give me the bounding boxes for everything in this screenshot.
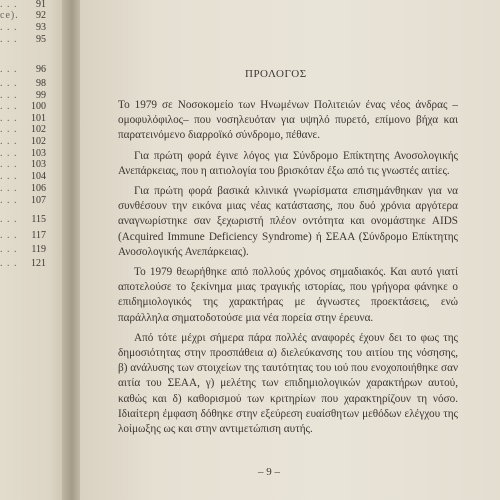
page-number: – 9 – [258, 466, 280, 478]
toc-dots: . . . [0, 230, 18, 241]
toc-dots: . . . [0, 148, 18, 159]
toc-dots: . . . [0, 244, 18, 255]
prologue-body [118, 98, 458, 442]
toc-page-number: 121 [31, 258, 46, 269]
previous-page [0, 0, 70, 500]
toc-page-number: 101 [31, 113, 46, 124]
toc-label: ce). [0, 10, 19, 21]
toc-dots: . . . [0, 113, 18, 124]
toc-page-number: 96 [36, 64, 46, 75]
toc-page-number: 103 [31, 159, 46, 170]
toc-page-number: 102 [31, 136, 46, 147]
paragraph: Για πρώτη φορά έγινε λόγος για Σύνδρομο Επίκτητης Ανοσολογικής Ανεπάρκειας, που η αιτιολογία του βρισκόταν έξω από τις γνωστές αιτίες. [118, 149, 458, 177]
table-of-contents-fragment [0, 0, 60, 500]
toc-page-number: 103 [31, 148, 46, 159]
page-title: ΠΡΟΛΟΓΟΣ [245, 68, 307, 80]
paragraph: Για πρώτη φορά βασικά κλινικά γνωρίσματα επισημάνθηκαν για να συνθέσουν την εικόνα μιας νέας κατάστασης, που δυό χρόνια αργότερα αναγνωρίστηκε σαν ξεχωριστή πλέον οντότητα και ονομάστηκε AIDS (Acquired Immune Deficiency Syndrome) ή ΣΕΑΑ (Σύνδρομο Επίκτητης Ανοσολογικής Ανεπάρκειας). [118, 185, 458, 258]
toc-page-number: 104 [31, 171, 46, 182]
paragraph: Από τότε μέχρι σήμερα πάρα πολλές αναφορές έχουν δει το φως της δημοσιότητας στην προσπάθεια α) διελεύκανσης του αιτίου της νόσησης, β) ανάλυσης των στοιχείων της ταυτότητας του ιού που ενοχοποιήθηκε σαν αιτία του ΣΕΑΑ, γ) μελέτης των επιδημιολογικών χαρακτήρων αυτού, καθώς και δ) καθορισμού των κριτηρίων που χαρακτηρίζουν τη νόσο. Ιδιαίτερη έμφαση δόθηκε στην εξεύρεση ευαίσθητων μεθόδων ελέγχου της λοίμωξης ως και στην αντιμετώπιση αυτής. [118, 331, 458, 436]
toc-dots: . . . [0, 258, 18, 269]
toc-dots: . . . [0, 101, 18, 112]
toc-page-number: 100 [31, 101, 46, 112]
toc-page-number: 119 [31, 244, 46, 255]
toc-page-number: 106 [31, 183, 46, 194]
paragraph: Το 1979 σε Νοσοκομείο των Ηνωμένων Πολιτειών ένας νέος άνδρας –ομοφυλόφιλος– που νοσηλευόταν για υψηλό πυρετό, επίμονο βήχα και παρατεινόμενο διαρροϊκό σύνδρομο, πέθανε. [118, 99, 458, 142]
toc-page-number: 102 [31, 124, 46, 135]
toc-dots: . . . [0, 171, 18, 182]
toc-dots: . . . [0, 22, 18, 33]
toc-dots: . . . [0, 124, 18, 135]
toc-dots: . . . [0, 64, 18, 75]
toc-dots: . . . [0, 195, 18, 206]
toc-page-number: 91 [36, 0, 46, 10]
toc-dots: . . . [0, 34, 18, 45]
toc-dots: . . . [0, 136, 18, 147]
toc-page-number: 107 [31, 195, 46, 206]
toc-page-number: 115 [31, 214, 46, 225]
toc-dots: . . . [0, 0, 18, 10]
toc-dots: . . . [0, 183, 18, 194]
toc-page-number: 99 [36, 90, 46, 101]
paragraph: Το 1979 θεωρήθηκε από πολλούς χρόνος σημαδιακός. Και αυτό γιατί αποτελούσε το ξεκίνημα μιας τραγικής ιστορίας, που γρήγορα φάνηκε ο επιδημιολογικός της χαρακτήρας με άγνωστες προεκτάσεις, ενώ παράλληλα σηματοδοτούσε μια νέα πορεία στην έρευνα. [118, 266, 458, 324]
toc-page-number: 117 [31, 230, 46, 241]
toc-dots: . . . [0, 159, 18, 170]
toc-page-number: 93 [36, 22, 46, 33]
toc-page-number: 95 [36, 34, 46, 45]
toc-dots: . . . [0, 78, 18, 89]
toc-page-number: 92 [36, 10, 46, 21]
toc-page-number: 98 [36, 78, 46, 89]
toc-dots: . . . [0, 214, 18, 225]
toc-dots: . . . [0, 90, 18, 101]
